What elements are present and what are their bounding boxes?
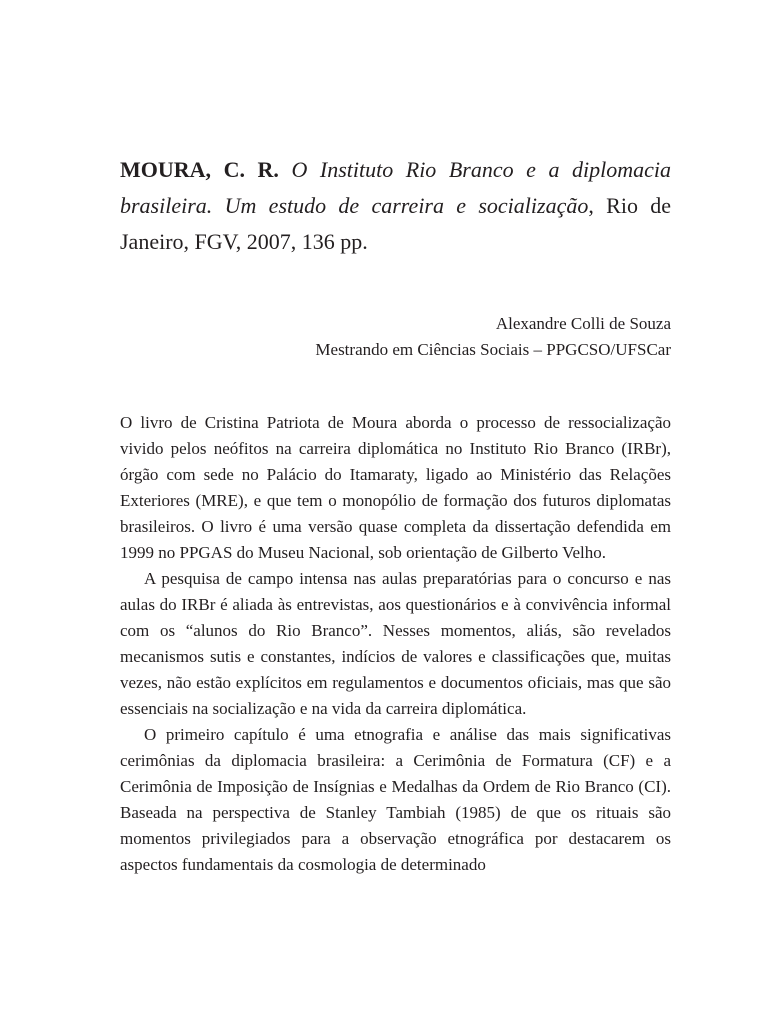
- citation-publication: , Rio de Janeiro, FGV, 2007, 136 pp.: [120, 193, 672, 254]
- review-page: [120, 152, 671, 878]
- citation-title-main: O Instituto Rio Branco e a diplomacia brasileira.: [120, 157, 671, 218]
- book-citation: [120, 152, 671, 260]
- reviewer-name: Alexandre Colli de Souza: [495, 314, 671, 333]
- reviewer-byline: [120, 311, 671, 363]
- paragraph-3: O primeiro capítulo é uma etnografia e análise das mais significativas cerimônias da diplomacia brasileira: a Cerimônia de Formatura (CF) e a Cerimônia de Imposição de Insígnias e Medalhas da Ordem de Rio Branco (CI). Baseada na perspectiva de Stanley Tambiah (1985) de que os rituais são momentos privilegiados para a observação etnográfica por destacarem os aspectos fundamentais da cosmologia de determinado: [120, 725, 671, 874]
- paragraph-1: O livro de Cristina Patriota de Moura aborda o processo de ressocialização vivido pelos neófitos na carreira diplomática no Instituto Rio Branco (IRBr), órgão com sede no Palácio do Itamaraty, ligado ao Ministério das Relações Exteriores (MRE), e que tem o monopólio de formação dos futuros diplomatas brasileiros. O livro é uma versão quase completa da dissertação defendida em 1999 no PPGAS do Museu Nacional, sob orientação de Gilberto Velho.: [120, 413, 671, 562]
- reviewer-affiliation: Mestrando em Ciências Sociais – PPGCSO/UFSCar: [315, 340, 671, 359]
- citation-subtitle: Um estudo de carreira e socialização: [224, 193, 589, 218]
- review-body: [120, 410, 671, 878]
- citation-author: MOURA, C. R.: [120, 157, 279, 182]
- paragraph-2: A pesquisa de campo intensa nas aulas preparatórias para o concurso e nas aulas do IRBr é aliada às entrevistas, aos questionários e à convivência informal com os “alunos do Rio Branco”. Nesses momentos, aliás, são revelados mecanismos sutis e constantes, indícios de valores e classificações que, muitas vezes, não estão explícitos em regulamentos e documentos oficiais, mas que são essenciais na socialização e na vida da carreira diplomática.: [120, 569, 671, 718]
